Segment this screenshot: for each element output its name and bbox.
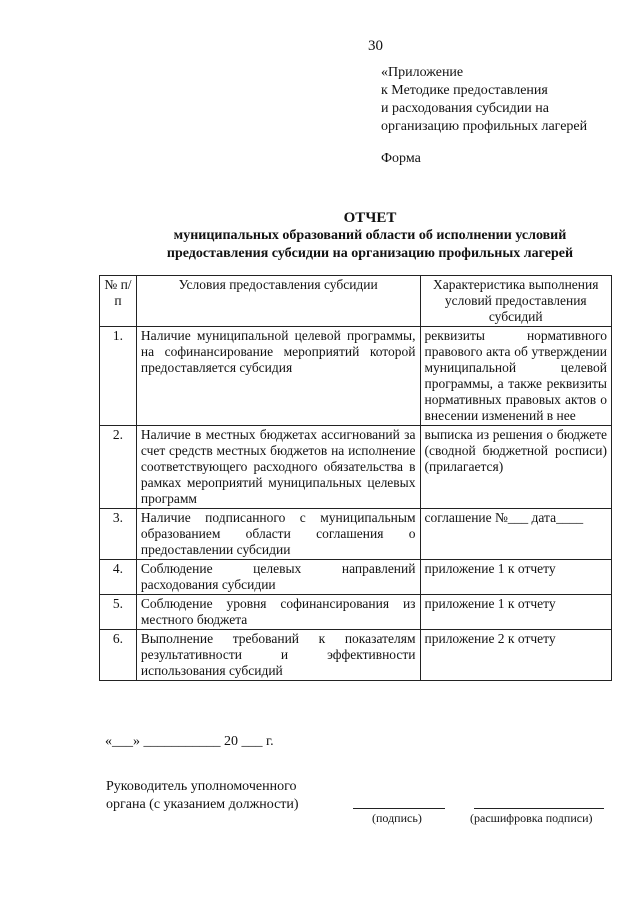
decryption-line bbox=[474, 808, 604, 809]
row-number: 2. bbox=[100, 426, 137, 509]
title-main: ОТЧЕТ bbox=[343, 210, 397, 226]
appendix-line: организацию профильных лагерей bbox=[381, 119, 588, 134]
table-row bbox=[100, 426, 612, 509]
signer-block bbox=[106, 778, 299, 814]
row-characteristic: выписка из решения о бюджете (сводной бюджетной росписи) (прилагается) bbox=[420, 426, 612, 509]
decryption-caption: (расшифровка подписи) bbox=[470, 811, 593, 825]
report-title bbox=[100, 209, 640, 263]
title-line-2: предоставления субсидии на организацию профильных лагерей bbox=[166, 246, 574, 261]
table-row bbox=[100, 630, 612, 681]
row-condition: Соблюдение целевых направлений расходования субсидии bbox=[136, 560, 420, 595]
signer-line-1: Руководитель уполномоченного bbox=[106, 779, 297, 794]
row-condition: Соблюдение уровня софинансирования из местного бюджета bbox=[136, 595, 420, 630]
row-number: 6. bbox=[100, 630, 137, 681]
row-condition: Выполнение требований к показателям результативности и эффективности использования субсидий bbox=[136, 630, 420, 681]
row-condition: Наличие в местных бюджетах ассигнований за счет средств местных бюджетов на исполнение соответствующего расходного обязательства в рамках мероприятий муниципальных целевых программ bbox=[136, 426, 420, 509]
table-header-row bbox=[100, 276, 612, 327]
date-line: «___» ___________ 20 ___ г. bbox=[105, 734, 274, 749]
row-number: 1. bbox=[100, 327, 137, 426]
appendix-line: и расходования субсидии на bbox=[381, 101, 549, 116]
header-number: № п/п bbox=[100, 276, 137, 327]
header-characteristic: Характеристика выполнения условий предоставления субсидий bbox=[420, 276, 612, 327]
appendix-header bbox=[381, 64, 587, 136]
row-characteristic: соглашение №___ дата____ bbox=[420, 509, 612, 560]
report-table bbox=[99, 275, 612, 681]
title-line-1: муниципальных образований области об исполнении условий bbox=[173, 228, 567, 243]
signature-line bbox=[353, 808, 445, 809]
row-characteristic: приложение 1 к отчету bbox=[420, 595, 612, 630]
signer-line-2: органа (с указанием должности) bbox=[106, 797, 299, 812]
row-number: 3. bbox=[100, 509, 137, 560]
row-condition: Наличие муниципальной целевой программы, на софинансирование мероприятий которой предоставляется субсидия bbox=[136, 327, 420, 426]
signature-caption: (подпись) bbox=[372, 811, 422, 825]
row-condition: Наличие подписанного с муниципальным образованием области соглашения о предоставлении субсидии bbox=[136, 509, 420, 560]
row-characteristic: реквизиты нормативного правового акта об утверждении муниципальной целевой программы, а также реквизиты нормативных правовых актов о внесении изменений в нее bbox=[420, 327, 612, 426]
row-characteristic: приложение 1 к отчету bbox=[420, 560, 612, 595]
page-number: 30 bbox=[368, 38, 383, 54]
appendix-line: «Приложение bbox=[381, 65, 464, 80]
table-row bbox=[100, 595, 612, 630]
row-characteristic: приложение 2 к отчету bbox=[420, 630, 612, 681]
form-label: Форма bbox=[381, 151, 421, 166]
table-row bbox=[100, 327, 612, 426]
row-number: 4. bbox=[100, 560, 137, 595]
header-condition: Условия предоставления субсидии bbox=[136, 276, 420, 327]
appendix-line: к Методике предоставления bbox=[381, 83, 548, 98]
row-number: 5. bbox=[100, 595, 137, 630]
table-row bbox=[100, 509, 612, 560]
table-row bbox=[100, 560, 612, 595]
